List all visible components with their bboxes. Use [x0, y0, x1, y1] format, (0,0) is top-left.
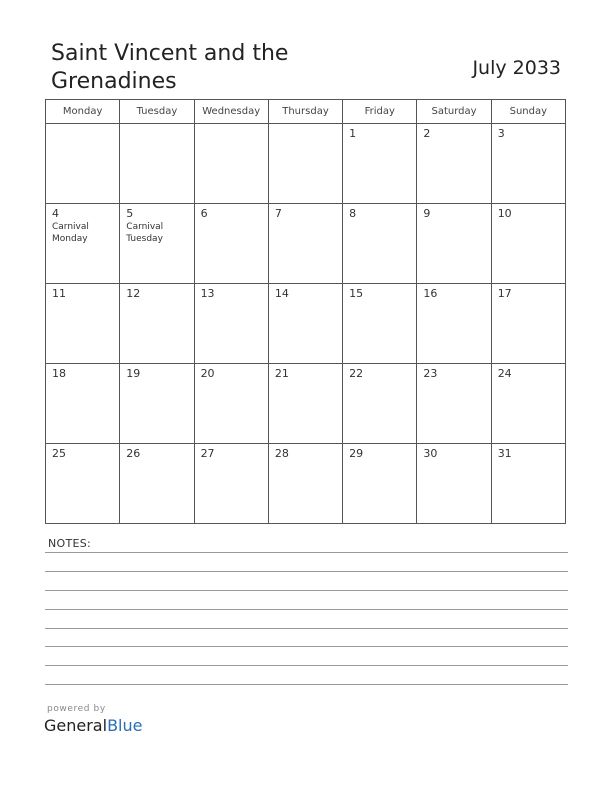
weekday-thursday: Thursday [268, 100, 342, 124]
weekday-wednesday: Wednesday [194, 100, 268, 124]
day-number: 9 [423, 207, 431, 220]
brand-general-text: General [44, 716, 108, 735]
day-cell [268, 444, 342, 524]
week-row [46, 204, 566, 284]
day-cell [268, 124, 342, 204]
day-cell [46, 284, 120, 364]
weekday-friday: Friday [343, 100, 417, 124]
calendar-body [46, 124, 566, 524]
powered-by-text: powered by [47, 704, 106, 714]
day-cell [491, 444, 565, 524]
notes-line [45, 684, 568, 685]
day-number: 7 [274, 207, 282, 220]
day-cell [120, 364, 194, 444]
day-number: 10 [497, 207, 512, 220]
day-number: 2 [423, 127, 431, 140]
day-number: 13 [200, 287, 215, 300]
day-cell [491, 364, 565, 444]
day-number: 28 [274, 447, 289, 460]
brand-blue-text: Blue [107, 716, 143, 735]
notes-label: NOTES: [48, 537, 92, 550]
day-cell [417, 444, 491, 524]
weekday-sunday: Sunday [491, 100, 565, 124]
day-number: 15 [349, 287, 364, 300]
notes-line [45, 646, 568, 647]
day-number: 11 [52, 287, 66, 300]
day-cell [343, 204, 417, 284]
day-number: 17 [497, 287, 512, 300]
day-cell [343, 364, 417, 444]
day-number: 16 [423, 287, 438, 300]
day-cell [343, 444, 417, 524]
notes-line [45, 571, 568, 572]
week-row [46, 444, 566, 524]
weekday-saturday: Saturday [417, 100, 491, 124]
day-cell [417, 284, 491, 364]
day-cell [120, 124, 194, 204]
day-number: 14 [274, 287, 289, 300]
day-cell [194, 444, 268, 524]
day-cell [268, 284, 342, 364]
day-number: 4 [52, 207, 59, 220]
day-number: 6 [200, 207, 208, 220]
day-number: 5 [126, 207, 134, 220]
page-title: Saint Vincent and the Grenadines [51, 41, 289, 94]
day-cell [491, 284, 565, 364]
notes-line [45, 665, 568, 666]
weekday-tuesday: Tuesday [120, 100, 194, 124]
day-cell [120, 444, 194, 524]
day-cell [343, 124, 417, 204]
day-cell [120, 284, 194, 364]
day-number: 12 [126, 287, 141, 300]
day-cell [194, 284, 268, 364]
day-cell [120, 204, 194, 284]
day-cell [46, 124, 120, 204]
day-number: 24 [497, 367, 512, 380]
day-number: 19 [126, 367, 141, 380]
day-cell [268, 204, 342, 284]
day-number: 18 [52, 367, 66, 380]
holiday-label: Carnival Tuesday [126, 222, 164, 244]
notes-line [45, 590, 568, 591]
day-number: 27 [200, 447, 215, 460]
day-number: 3 [497, 127, 505, 140]
day-cell [417, 204, 491, 284]
day-cell [268, 364, 342, 444]
holiday-label: Carnival Monday [52, 222, 89, 244]
day-number: 30 [423, 447, 438, 460]
day-cell [46, 364, 120, 444]
day-cell [417, 124, 491, 204]
week-row [46, 284, 566, 364]
day-number: 1 [349, 127, 357, 140]
weekday-header-row [46, 100, 566, 124]
day-number: 20 [200, 367, 215, 380]
day-cell [491, 204, 565, 284]
day-cell [194, 124, 268, 204]
day-number: 23 [423, 367, 438, 380]
calendar-grid [45, 99, 566, 524]
day-cell [343, 284, 417, 364]
notes-line [45, 609, 568, 610]
weekday-monday: Monday [46, 100, 120, 124]
day-number: 8 [349, 207, 357, 220]
notes-line [45, 552, 568, 553]
day-cell [417, 364, 491, 444]
day-number: 22 [349, 367, 364, 380]
notes-line [45, 628, 568, 629]
day-number: 26 [126, 447, 141, 460]
day-number: 29 [349, 447, 364, 460]
day-number: 25 [52, 447, 66, 460]
day-cell [194, 364, 268, 444]
month-label: July 2033 [472, 57, 561, 79]
brand-logo[interactable] [44, 716, 142, 736]
week-row [46, 124, 566, 204]
day-cell [194, 204, 268, 284]
day-number: 31 [497, 447, 512, 460]
day-cell [491, 124, 565, 204]
day-cell [46, 444, 120, 524]
day-cell [46, 204, 120, 284]
day-number: 21 [274, 367, 289, 380]
week-row [46, 364, 566, 444]
